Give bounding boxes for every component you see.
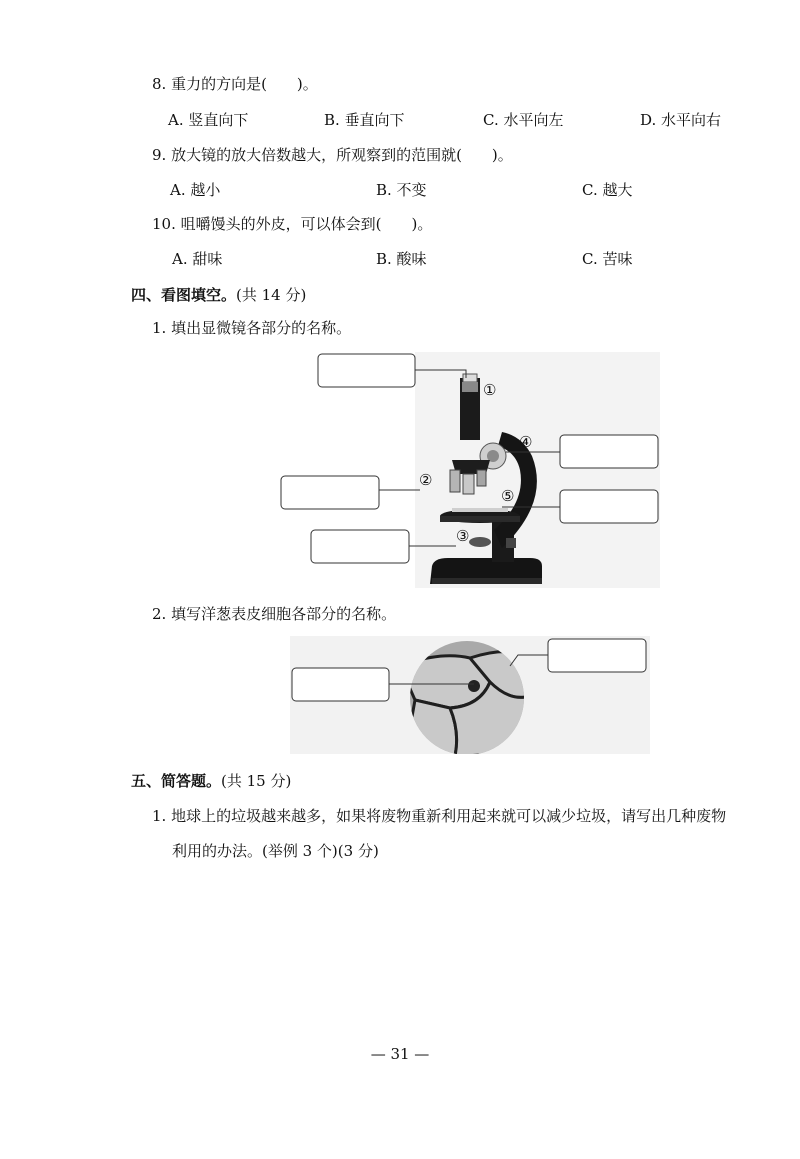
q9-option-a: A. 越小 xyxy=(170,181,221,199)
q8-option-b: B. 垂直向下 xyxy=(324,111,405,129)
eyepiece xyxy=(463,374,477,382)
objective-lens xyxy=(450,470,460,492)
marker-4: ④ xyxy=(519,433,533,451)
section-4-title: 四、看图填空。 xyxy=(131,286,237,304)
section-5-question-1-line-2: 利用的办法。(举例 3 个)(3 分) xyxy=(172,842,379,860)
mirror xyxy=(469,537,491,547)
section-4-heading xyxy=(131,285,306,305)
q9-option-b: B. 不变 xyxy=(376,181,427,199)
marker-3: ③ xyxy=(456,527,470,545)
page-number: — 31 — xyxy=(370,1045,430,1063)
section-5-question-1-line-1: 1. 地球上的垃圾越来越多，如果将废物重新利用起来就可以减少垃圾，请写出几种废物 xyxy=(152,807,727,825)
question-9-stem: 9. 放大镜的放大倍数越大，所观察到的范围就( )。 xyxy=(152,146,513,164)
marker-1: ① xyxy=(483,381,497,399)
section-4-score: (共 14 分) xyxy=(236,286,307,304)
answer-box-4[interactable] xyxy=(560,435,658,468)
cell-answer-box-1[interactable] xyxy=(292,668,389,701)
q8-option-c: C. 水平向左 xyxy=(483,111,564,129)
answer-box-1[interactable] xyxy=(318,354,415,387)
answer-box-5[interactable] xyxy=(560,490,658,523)
section-5-title: 五、简答题。 xyxy=(131,772,222,790)
answer-box-3[interactable] xyxy=(311,530,409,563)
section-5-score: (共 15 分) xyxy=(221,772,292,790)
q10-option-b: B. 酸味 xyxy=(376,250,427,268)
q8-option-d: D. 水平向右 xyxy=(640,111,722,129)
marker-2: ② xyxy=(419,471,433,489)
answer-box-2[interactable] xyxy=(281,476,379,509)
q10-option-a: A. 甜味 xyxy=(172,250,223,268)
question-10-stem: 10. 咀嚼馒头的外皮，可以体会到( )。 xyxy=(152,215,433,233)
q10-option-c: C. 苦味 xyxy=(582,250,633,268)
marker-5: ⑤ xyxy=(501,487,515,505)
onion-cell-figure xyxy=(290,636,650,754)
cell-answer-box-2[interactable] xyxy=(548,639,646,672)
section-5-heading xyxy=(131,771,291,791)
question-8-stem: 8. 重力的方向是( )。 xyxy=(152,75,318,93)
nucleus xyxy=(468,680,480,692)
q9-option-c: C. 越大 xyxy=(582,181,633,199)
microscope-figure xyxy=(280,352,662,588)
q8-option-a: A. 竖直向下 xyxy=(168,111,249,129)
section-4-question-1: 1. 填出显微镜各部分的名称。 xyxy=(152,319,352,337)
section-4-question-2: 2. 填写洋葱表皮细胞各部分的名称。 xyxy=(152,605,397,623)
